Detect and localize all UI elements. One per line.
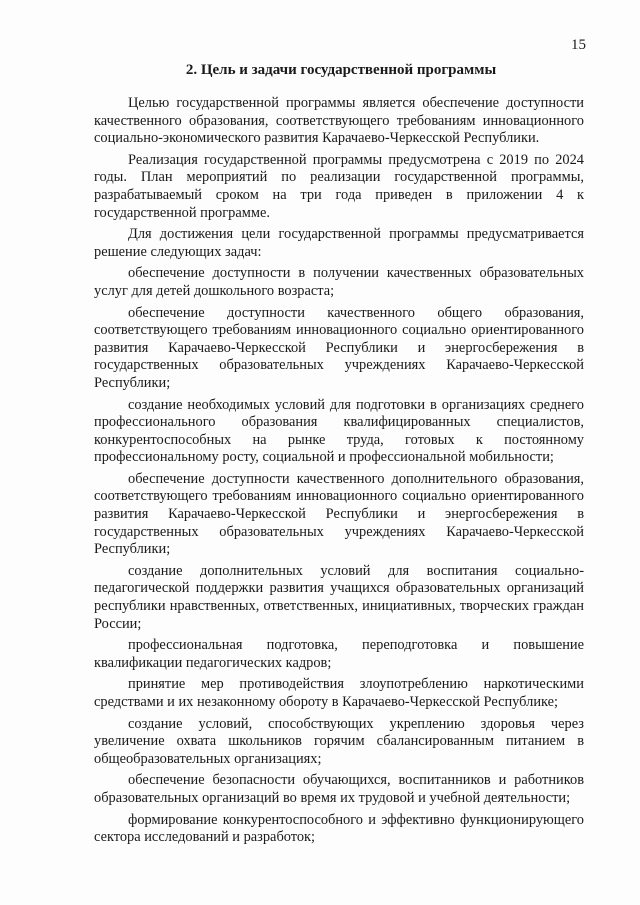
list-item: обеспечение доступности качественного общего образования, соответствующего требованиям инновационного социально ориентированного развития Карачаево-Черкесской Республики и энергосбережения в государственных образовательных учреждениях Карачаево-Черкесской Республики; [94, 304, 584, 391]
document-body [94, 95, 584, 851]
page-number: 15 [571, 37, 586, 53]
section-heading: 2. Цель и задачи государственной программы [185, 62, 497, 78]
list-item: создание необходимых условий для подготовки в организациях среднего профессионального образования квалифицированных специалистов, конкурентоспособных на рынке труда, готовых к постоянному профессиональному росту, социальной и профессиональной мобильности; [94, 396, 584, 466]
list-item: обеспечение доступности качественного дополнительного образования, соответствующего требованиям инновационного социально ориентированного развития Карачаево-Черкесской Республики и энергосбережения в государственных образовательных учреждениях Карачаево-Черкесской Республики; [94, 470, 584, 558]
paragraph-tasks-intro: Для достижения цели государственной программы предусматривается решение следующих задач: [94, 226, 584, 260]
list-item: создание дополнительных условий для воспитания социально-педагогической поддержки развития учащихся образовательных организаций республики нравственных, ответственных, инициативных, творческих граждан России; [94, 562, 584, 632]
paragraph-goal: Целью государственной программы является обеспечение доступности качественного образования, соответствующего требованиям инновационного социально-экономического развития Карачаево-Черкесской Республики. [94, 95, 584, 147]
paragraph-timeline: Реализация государственной программы предусмотрена с 2019 по 2024 годы. План мероприятий по реализации государственной программы, разрабатываемый сроком на три года приведен в приложении 4 к государственной программе. [94, 151, 584, 221]
list-item: профессиональная подготовка, переподготовка и повышение квалификации педагогических кадров; [94, 637, 584, 671]
list-item: формирование конкурентоспособного и эффективно функционирующего сектора исследований и разработок; [94, 811, 584, 846]
list-item: создание условий, способствующих укреплению здоровья через увеличение охвата школьников горячим сбалансированным питанием в общеобразовательных организациях; [94, 715, 584, 767]
list-item: принятие мер противодействия злоупотреблению наркотическими средствами и их незаконному обороту в Карачаево-Черкесской Республике; [94, 676, 584, 710]
list-item: обеспечение безопасности обучающихся, воспитанников и работников образовательных организаций во время их трудовой и учебной деятельности; [94, 772, 584, 806]
list-item: обеспечение доступности в получении качественных образовательных услуг для детей дошкольного возраста; [94, 265, 584, 299]
